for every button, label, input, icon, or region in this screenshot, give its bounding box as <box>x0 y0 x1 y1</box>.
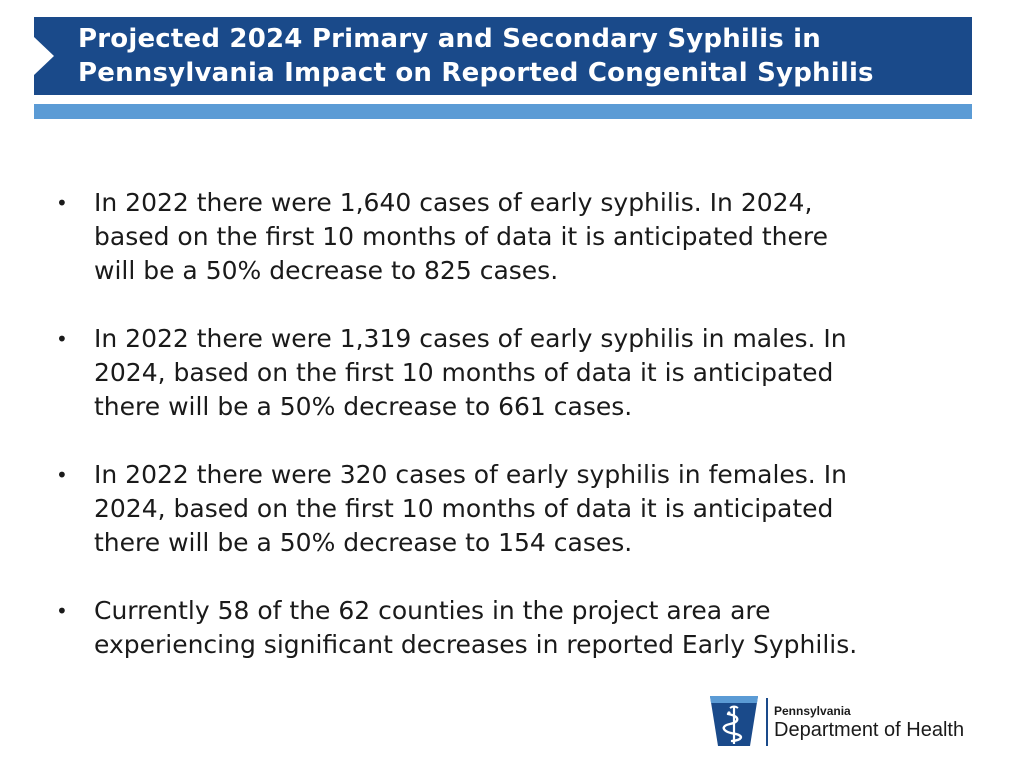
bullet-item-county-decreases <box>52 594 982 662</box>
logo-state-label: Pennsylvania <box>774 704 851 718</box>
bullet-text-line: 2024, based on the first 10 months of data it is anticipated <box>94 358 834 387</box>
bullet-text-line: Currently 58 of the 62 counties in the project area are <box>94 596 771 625</box>
bullet-item-early-syphilis-females <box>52 458 982 560</box>
department-of-health-logo <box>708 694 978 750</box>
bullet-item-early-syphilis-total <box>52 186 982 288</box>
bullet-icon: • <box>56 463 68 487</box>
bullet-item-early-syphilis-males <box>52 322 982 424</box>
bullet-icon: • <box>56 191 68 215</box>
slide-title <box>78 22 874 90</box>
bullet-icon: • <box>56 327 68 351</box>
bullet-text-line: there will be a 50% decrease to 661 cases. <box>94 392 633 421</box>
bullet-text-line: 2024, based on the first 10 months of data it is anticipated <box>94 494 834 523</box>
bullet-text-line: there will be a 50% decrease to 154 cases. <box>94 528 633 557</box>
bullet-text-line: based on the first 10 months of data it is anticipated there <box>94 222 828 251</box>
bullet-text-line: In 2022 there were 1,319 cases of early syphilis in males. In <box>94 324 847 353</box>
slide-title-line-2: Pennsylvania Impact on Reported Congenital Syphilis <box>78 58 874 88</box>
logo-department-label: Department of Health <box>774 719 965 741</box>
bullet-text-line: experiencing significant decreases in reported Early Syphilis. <box>94 630 858 659</box>
title-bar <box>34 17 972 95</box>
bullet-text-line: In 2022 there were 1,640 cases of early syphilis. In 2024, <box>94 188 813 217</box>
bullet-text-line: In 2022 there were 320 cases of early syphilis in females. In <box>94 460 847 489</box>
pennsylvania-keystone-icon <box>708 694 760 748</box>
bullet-list <box>52 186 982 696</box>
slide-title-line-1: Projected 2024 Primary and Secondary Syphilis in <box>78 24 822 54</box>
logo-divider <box>766 698 768 746</box>
title-notch <box>34 37 54 75</box>
bullet-text-line: will be a 50% decrease to 825 cases. <box>94 256 559 285</box>
accent-bar <box>34 104 972 119</box>
bullet-icon: • <box>56 599 68 623</box>
